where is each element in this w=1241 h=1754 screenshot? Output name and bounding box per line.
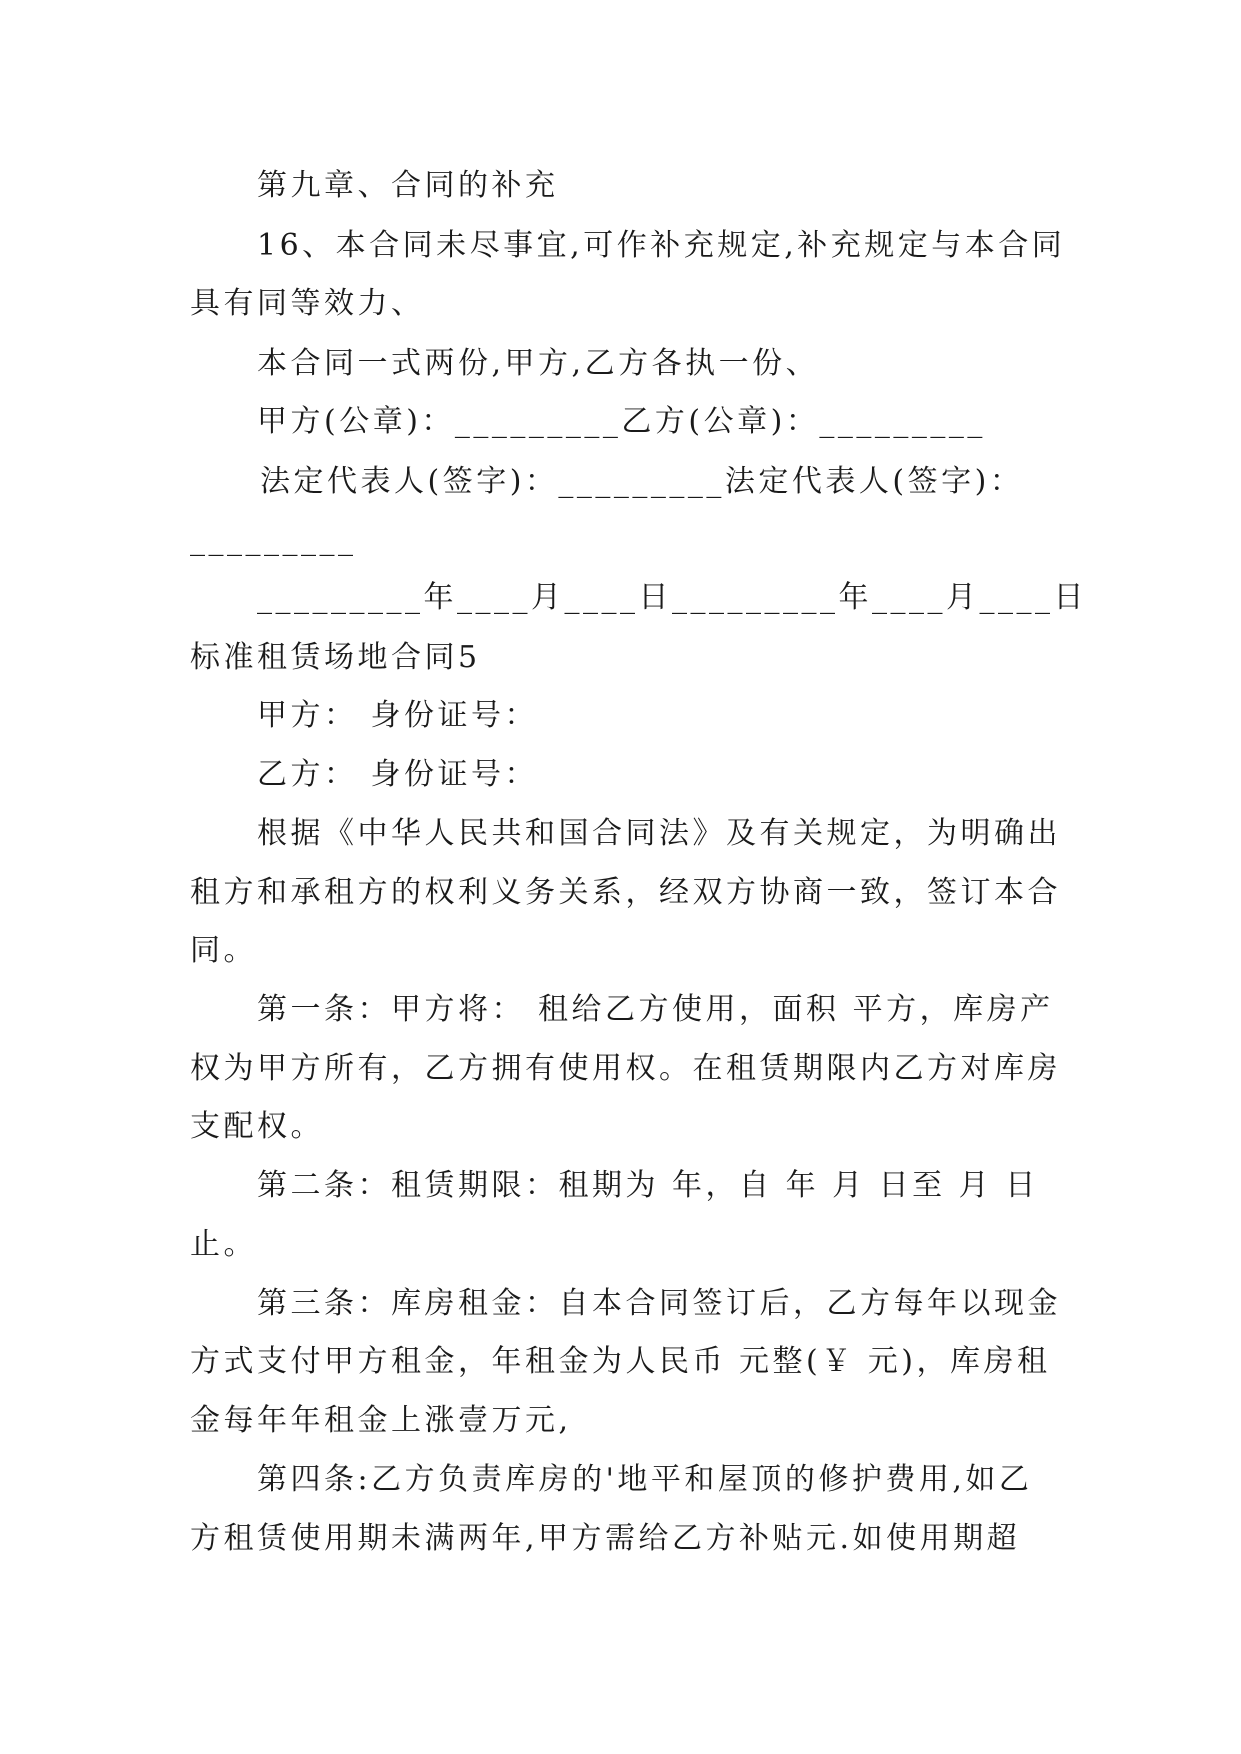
article-1-line: 支配权。 [190,1109,324,1144]
article-3-line: 金每年年租金上涨壹万元, [190,1403,572,1438]
paragraph-line: 租方和承租方的权利义务关系，经双方协商一致，签订本合 [190,875,1061,910]
party-a-line: 甲方： 身份证号： [257,698,539,733]
article-2-line: 止。 [190,1227,257,1262]
paragraph-line: 同。 [190,933,257,968]
paragraph-line: 具有同等效力、 [190,286,425,321]
signature-blank: _________ [190,522,357,557]
article-4-line: 第四条:乙方负责库房的'地平和屋顶的修护费用,如乙 [257,1462,1033,1497]
article-3-line: 方式支付甲方租金，年租金为人民币 元整(￥ 元)，库房租 [190,1344,1051,1379]
contract-title: 标准租赁场地合同5 [190,640,481,675]
article-2-line: 第二条：租赁期限：租期为 年，自 年 月 日至 月 日 [257,1168,1039,1203]
article-3-line: 第三条：库房租金：自本合同签订后，乙方每年以现金 [257,1286,1061,1321]
party-b-line: 乙方： 身份证号： [257,757,539,792]
paragraph-line: 根据《中华人民共和国合同法》及有关规定，为明确出 [257,816,1061,851]
paragraph-line: 本合同一式两份,甲方,乙方各执一份、 [257,346,820,381]
article-4-line: 方租赁使用期未满两年,甲方需给乙方补贴元.如使用期超 [190,1521,1021,1556]
signature-line: 法定代表人(签字)：_________法定代表人(签字)： [260,464,1024,499]
chapter-heading: 第九章、合同的补充 [257,168,559,203]
date-line: _________年____月____日_________年____月____日 [257,580,1087,615]
paragraph-line: 16、本合同未尽事宜,可作补充规定,补充规定与本合同 [257,228,1066,263]
article-1-line: 第一条：甲方将： 租给乙方使用，面积 平方，库房产 [257,992,1054,1027]
seal-line: 甲方(公章)：_________乙方(公章)：_________ [257,404,986,439]
article-1-line: 权为甲方所有，乙方拥有使用权。在租赁期限内乙方对库房 [190,1051,1061,1086]
